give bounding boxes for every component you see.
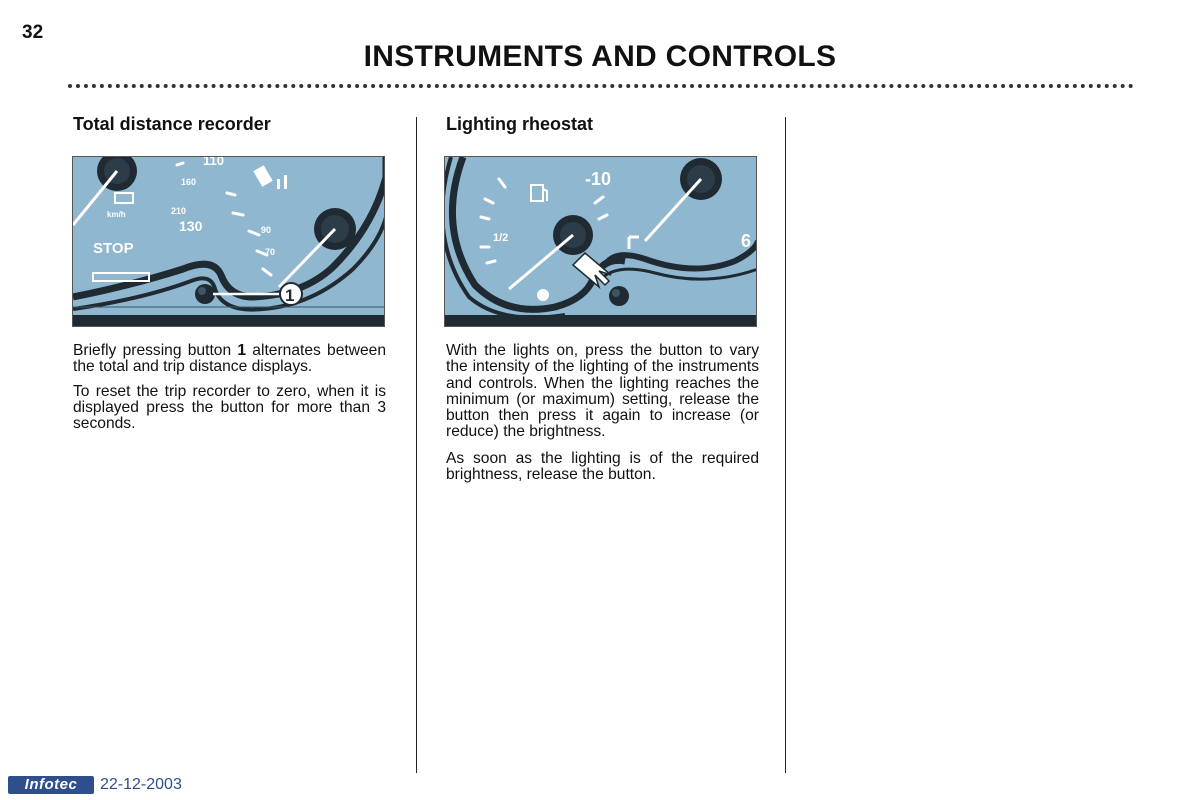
middle-paragraph-2: As soon as the lighting is of the required brightness, release the button. (446, 449, 759, 484)
rheostat-figure (444, 156, 757, 327)
left-paragraph-1-button-ref: 1 (237, 342, 247, 359)
left-paragraph-1-end: alternates between the total and trip distance displays. (73, 342, 386, 376)
gauge-label-6: 6 (741, 231, 752, 251)
odometer-figure (72, 156, 385, 327)
fuel-gauge-illustration (445, 157, 757, 327)
speed-label-160: 160 (181, 177, 197, 187)
section-heading-total-distance-recorder: Total distance recorder (73, 114, 271, 134)
section-heading-lighting-rheostat: Lighting rheostat (446, 114, 593, 134)
unit-label: km/h (107, 210, 126, 219)
left-paragraph-1-start: Briefly pressing button (73, 342, 238, 359)
left-paragraph-1 (73, 343, 386, 376)
callout-number: 1 (285, 286, 295, 305)
speed-label-70: 70 (265, 247, 276, 257)
speed-label-210: 210 (171, 206, 187, 216)
middle-paragraph-1: With the lights on, press the button to vary the intensity of the lighting of the instruments and controls. When the lighting reaches the minimum (or maximum) setting, release the button then press it again to increase (or reduce) the brightness. (446, 342, 759, 441)
footer-date: 22-12-2003 (100, 776, 182, 793)
infotec-logo: Infotec (8, 776, 94, 794)
column-divider-left (416, 117, 417, 773)
rheostat-button[interactable] (609, 286, 629, 306)
speed-label-110: 110 (203, 157, 224, 168)
gauge-label-minus-10: -10 (585, 169, 612, 189)
gauge-label-half: 1/2 (493, 232, 509, 244)
left-text-block (73, 343, 386, 440)
page-number: 32 (22, 22, 44, 43)
title-dotted-rule (68, 84, 1134, 88)
page-title: INSTRUMENTS AND CONTROLS (363, 40, 837, 73)
stop-label: STOP (93, 240, 134, 257)
left-paragraph-2: To reset the trip recorder to zero, when it is displayed press the button for more than 3 seconds. (73, 382, 386, 433)
column-divider-right (785, 117, 786, 773)
middle-text-block (446, 343, 759, 491)
trip-reset-button[interactable] (195, 284, 215, 304)
speed-label-130: 130 (179, 218, 203, 234)
left-section (73, 114, 386, 134)
speedometer-illustration (73, 157, 385, 327)
middle-section (446, 114, 759, 134)
speed-label-90: 90 (261, 225, 272, 235)
